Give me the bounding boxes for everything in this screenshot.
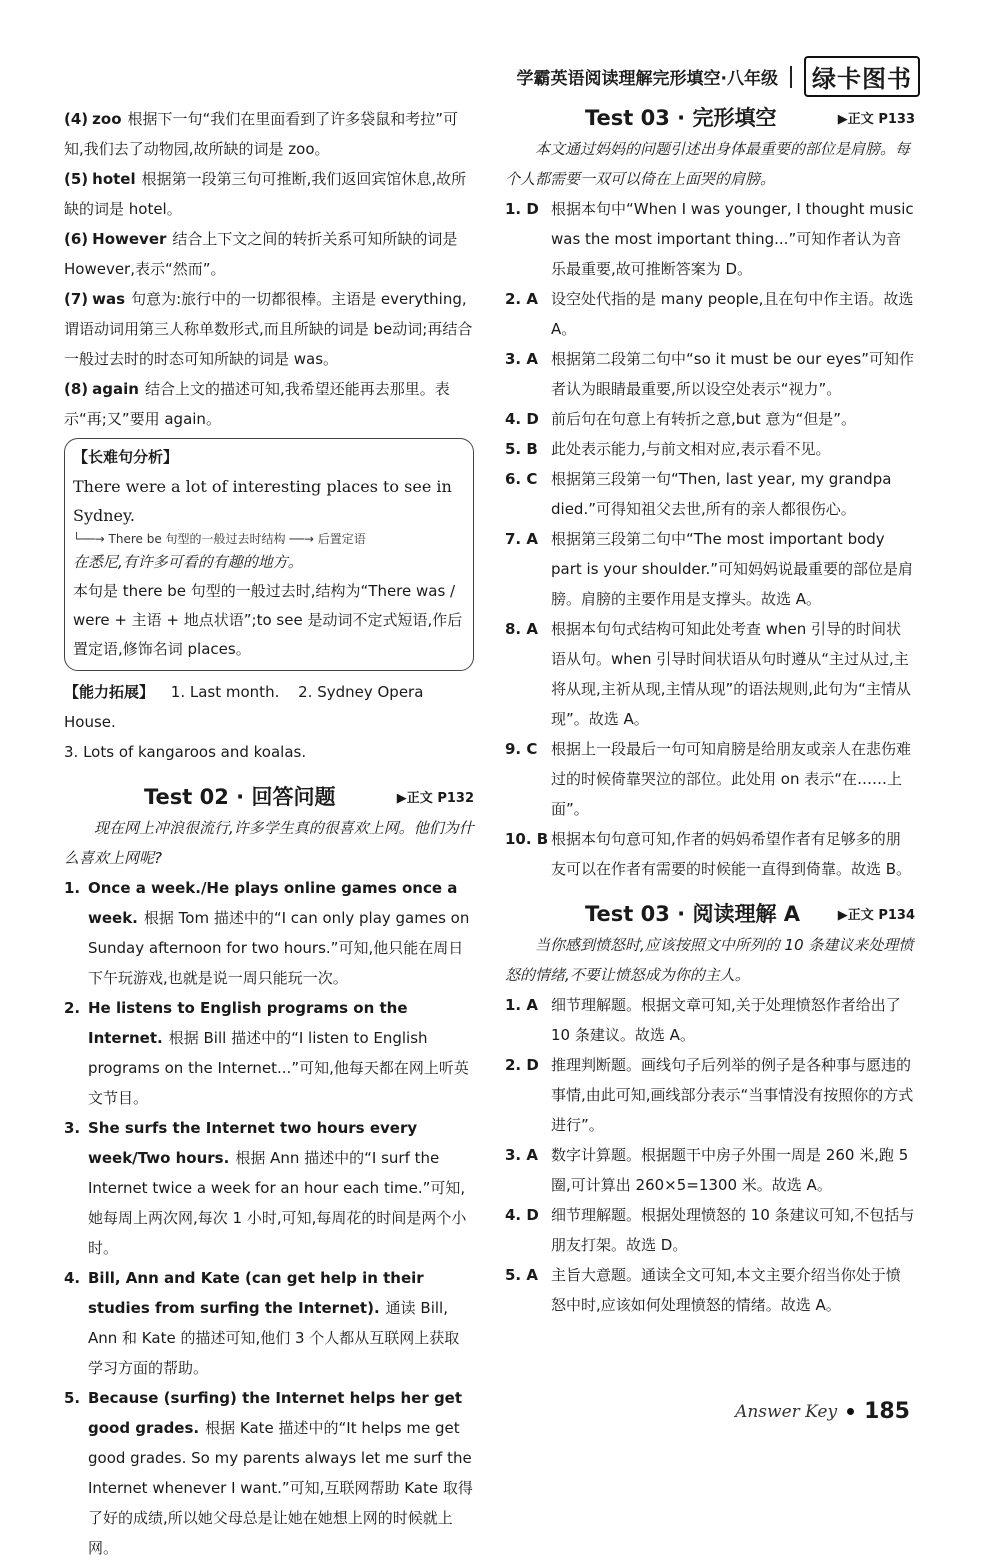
page-number: 185 (864, 1399, 910, 1424)
answer-label: 2. A (505, 290, 538, 308)
test03a-title: Test 03 · 完形填空 (585, 106, 777, 130)
answer-explanation: 此处表示能力,与前文相对应,表示看不见。 (551, 440, 831, 458)
page-header (517, 56, 920, 97)
answer-explanation: 根据第二段第二句中“so it must be our eyes”可知作者认为眼睛最重要,所以设空处表示“视力”。 (551, 350, 914, 398)
choice-answer (505, 434, 915, 464)
answer-explanation: 推理判断题。画线句子后列举的例子是各种事与愿违的事情,由此可知,画线部分表示“当事情没有按照你的方式进行”。 (551, 1056, 914, 1134)
test03b-page-ref: ▶正文 P134 (837, 907, 915, 923)
ext-label: 【能力拓展】 (64, 683, 155, 701)
answer-explanation: 根据 Ann 描述中的“I surf the Internet twice a week for an hour each time.”可知,她每周上两次网,每次 1 小时,可知,每周花的时间是两个小时。 (88, 1149, 467, 1257)
page-footer (735, 1399, 910, 1424)
test02-intro: 现在网上冲浪很流行,许多学生真的很喜欢上网。他们为什么喜欢上网呢? (64, 819, 474, 867)
fill-in-answer (64, 374, 474, 434)
long-sentence-analysis-box (64, 438, 474, 671)
box-title: 【长难句分析】 (73, 448, 179, 466)
choice-answer (505, 1050, 915, 1140)
answer-explanation: 根据本句句式结构可知此处考查 when 引导的时间状语从句。when 引导时间状语从句时遵从“主过从过,主将从现,主祈从现,主情从现”的语法规则,此句为“主情从现”。故选 A。 (551, 620, 911, 728)
answer-label: 9. C (505, 740, 538, 758)
test02-heading (64, 781, 474, 811)
box-analysis: 本句是 there be 句型的一般过去时,结构为“There was / were + 主语 + 地点状语”;to see 是动词不定式短语,作后置定语,修饰名词 places。 (73, 582, 463, 658)
choice-answer (505, 284, 915, 344)
item-number: (6) (64, 230, 89, 248)
test03a-page-ref: ▶正文 P133 (837, 111, 915, 127)
box-annotations (73, 530, 465, 548)
book-title: 学霸英语阅读理解完形填空·八年级 (516, 69, 778, 89)
answer-text: He listens to English programs on the Internet. (88, 999, 408, 1047)
answer-label: 8. A (505, 620, 538, 638)
question-answer (64, 1113, 474, 1263)
test03b-title: Test 03 · 阅读理解 A (585, 902, 801, 926)
answer-label: 2. D (505, 1056, 539, 1074)
item-number: (5) (64, 170, 89, 188)
answer-label: 5. B (505, 440, 538, 458)
fill-in-answer (64, 284, 474, 374)
choice-answer (505, 990, 915, 1050)
choice-answer (505, 1260, 915, 1320)
annotation-postpositive: 后置定语 (317, 532, 366, 546)
ability-extension (64, 677, 474, 767)
answer-label: 6. C (505, 470, 538, 488)
fill-in-answer (64, 104, 474, 164)
answer-explanation: 根据上一段最后一句可知肩膀是给朋友或亲人在悲伤难过的时候倚靠哭泣的部位。此处用 on 表示“在……上面”。 (551, 740, 912, 818)
answer-explanation: 根据第三段第一句“Then, last year, my grandpa died.”可得知祖父去世,所有的亲人都很伤心。 (551, 470, 892, 518)
answer-explanation: 根据 Bill 描述中的“I listen to English programs on the Internet...”可知,他每天都在网上听英文节目。 (88, 1029, 469, 1107)
answer-label: 1. D (505, 200, 539, 218)
answer-label: 7. A (505, 530, 538, 548)
fill-in-answer (64, 224, 474, 284)
test03b-heading (505, 898, 915, 928)
item-explanation: 结合上下文之间的转折关系可知所缺的词是 However,表示“然而”。 (64, 230, 458, 278)
test03a-heading (505, 102, 915, 132)
question-answer (64, 993, 474, 1113)
answer-text: Bill, Ann and Kate (can get help in their studies from surfing the Internet). (88, 1269, 424, 1317)
answer-text: She surfs the Internet two hours every week/Two hours. (88, 1119, 418, 1167)
question-number: 3. (64, 1119, 81, 1137)
fill-in-answer (64, 164, 474, 224)
item-number: (4) (64, 110, 89, 128)
box-sentence: There were a lot of interesting places to see in Sydney. (73, 477, 452, 525)
item-explanation: 根据第一段第三句可推断,我们返回宾馆休息,故所缺的词是 hotel。 (64, 170, 467, 218)
answer-explanation: 设空处代指的是 many people,且在句中作主语。故选 A。 (551, 290, 914, 338)
test03b-intro: 当你感到愤怒时,应该按照文中所列的 10 条建议来处理愤怒的情绪,不要让愤怒成为你的主人。 (505, 936, 914, 984)
ext-answer-3: 3. Lots of kangaroos and koalas. (64, 743, 307, 761)
answer-explanation: 根据本句中“When I was younger, I thought music was the most important thing...”可知作者认为音乐最重要,故可推断答案为 D。 (551, 200, 914, 278)
footer-dot (847, 1408, 854, 1415)
answer-label: 5. A (505, 1266, 538, 1284)
choice-answer (505, 734, 915, 824)
answer-explanation: 主旨大意题。通读全文可知,本文主要介绍当你处于愤怒中时,应该如何处理愤怒的情绪。故选 A。 (551, 1266, 901, 1314)
question-answer (64, 1263, 474, 1383)
answer-explanation: 通读 Bill, Ann 和 Kate 的描述可知,他们 3 个人都从互联网上获取学习方面的帮助。 (88, 1299, 460, 1377)
right-column (505, 96, 915, 1320)
annotation-there-be: There be 句型的一般过去时结构 (108, 532, 286, 546)
item-explanation: 结合上文的描述可知,我希望还能再去那里。表示“再;又”要用 again。 (64, 380, 450, 428)
box-translation: 在悉尼,有许多可看的有趣的地方。 (73, 553, 303, 571)
answer-explanation: 细节理解题。根据处理愤怒的 10 条建议可知,不包括与朋友打架。故选 D。 (551, 1206, 915, 1254)
answer-label: 1. A (505, 996, 538, 1014)
choice-answer (505, 614, 915, 734)
answer-explanation: 前后句在句意上有转折之意,but 意为“但是”。 (551, 410, 856, 428)
answer-explanation: 数字计算题。根据题干中房子外围一周是 260 米,跑 5 圈,可计算出 260×5=1300 米。故选 A。 (551, 1146, 909, 1194)
choice-answer (505, 1140, 915, 1200)
item-explanation: 句意为:旅行中的一切都很棒。主语是 everything,谓语动词用第三人称单数形式,而且所缺的词是 be动词;再结合一般过去时的时态可知所缺的词是 was。 (64, 290, 473, 368)
answer-explanation: 根据 Kate 描述中的“It helps me get good grades. So my parents always let me surf the Internet whenever I want.”可知,互联网帮助 Kate 取得了好的成绩,所以她父母总是让她在她想上网的时候就上网。 (88, 1419, 473, 1557)
item-word: was (92, 290, 126, 308)
choice-answer (505, 524, 915, 614)
answer-label: 3. A (505, 1146, 538, 1164)
item-word: zoo (92, 110, 122, 128)
header-divider (790, 66, 792, 88)
item-explanation: 根据下一句“我们在里面看到了许多袋鼠和考拉”可知,我们去了动物园,故所缺的词是 zoo。 (64, 110, 459, 158)
answer-label: 3. A (505, 350, 538, 368)
ext-answer-2: 2. Sydney Opera House. (64, 683, 424, 731)
question-number: 2. (64, 999, 81, 1017)
item-word: again (92, 380, 139, 398)
test03a-intro: 本文通过妈妈的问题引述出身体最重要的部位是肩膀。每个人都需要一双可以倚在上面哭的肩膀。 (505, 140, 911, 188)
answer-label: 4. D (505, 1206, 539, 1224)
choice-answer (505, 344, 915, 404)
test02-title: Test 02 · 回答问题 (144, 785, 336, 809)
item-number: (7) (64, 290, 89, 308)
answer-explanation: 根据本句句意可知,作者的妈妈希望作者有足够多的朋友可以在作者有需要的时候能一直得到倚靠。故选 B。 (551, 830, 912, 878)
answer-explanation: 细节理解题。根据文章可知,关于处理愤怒作者给出了 10 条建议。故选 A。 (551, 996, 901, 1044)
left-column (64, 104, 474, 1563)
ext-answer-1: 1. Last month. (170, 683, 280, 701)
item-word: hotel (92, 170, 136, 188)
question-answer (64, 873, 474, 993)
question-answer (64, 1383, 474, 1563)
answer-text: Once a week./He plays online games once a week. (88, 879, 458, 927)
item-number: (8) (64, 380, 89, 398)
choice-answer (505, 464, 915, 524)
choice-answer (505, 824, 915, 884)
question-number: 5. (64, 1389, 81, 1407)
answer-label: 10. B (505, 830, 549, 848)
annotation-arrow-2: ──→ (289, 532, 318, 546)
answer-text: Because (surfing) the Internet helps her get good grades. (88, 1389, 463, 1437)
footer-label: Answer Key (735, 1401, 838, 1422)
brand-logo: 绿卡图书 (804, 56, 920, 97)
answer-label: 4. D (505, 410, 539, 428)
test02-page-ref: ▶正文 P132 (396, 790, 474, 806)
item-word: However (92, 230, 167, 248)
question-number: 4. (64, 1269, 81, 1287)
choice-answer (505, 194, 915, 284)
choice-answer (505, 1200, 915, 1260)
question-number: 1. (64, 879, 81, 897)
answer-explanation: 根据第三段第二句中“The most important body part is your shoulder.”可知妈妈说最重要的部位是肩膀。肩膀的主要作用是支撑头。故选 A。 (551, 530, 914, 608)
choice-answer (505, 404, 915, 434)
annotation-arrow-1: └──→ (73, 532, 109, 546)
answer-explanation: 根据 Tom 描述中的“I can only play games on Sunday afternoon for two hours.”可知,他只能在周日下午玩游戏,也就是说一周只能玩一次。 (88, 909, 470, 987)
